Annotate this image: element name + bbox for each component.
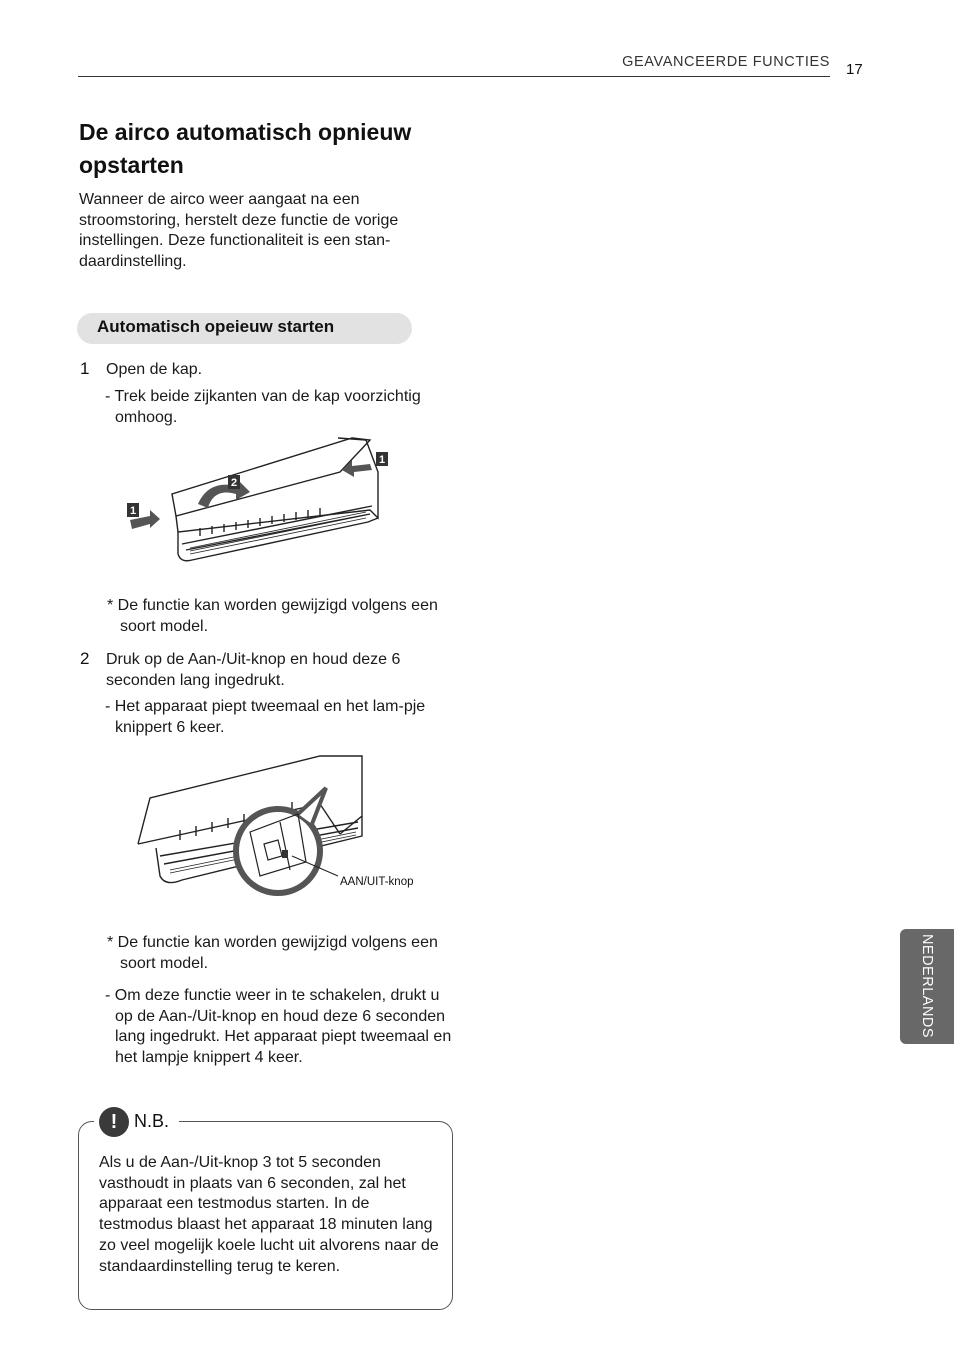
step-2-text: Druk op de Aan-/Uit-knop en houd deze 6 seconden lang ingedrukt. xyxy=(106,651,401,689)
running-header: GEAVANCEERDE FUNCTIES xyxy=(622,54,830,70)
subsection-title: Automatisch opeieuw starten xyxy=(97,317,335,336)
step-1-detail: - Trek beide zijkanten van de kap voorzichtig omhoog. xyxy=(105,388,421,426)
figure1-badge-center: 2 xyxy=(230,477,238,489)
figure-power-button xyxy=(130,752,440,904)
step-1-number: 1 xyxy=(80,359,90,378)
page-title: De airco automatisch opnieuw opstarten xyxy=(79,119,412,178)
figure1-badge-left: 1 xyxy=(129,505,137,517)
exclamation-icon: ! xyxy=(99,1107,129,1137)
page-number: 17 xyxy=(846,61,863,78)
step-1-text: Open de kap. xyxy=(106,361,203,378)
step-2-note: * De functie kan worden gewijzigd volgens een soort model. xyxy=(107,934,438,972)
language-side-label: NEDERLANDS xyxy=(919,933,935,1039)
step-2-number: 2 xyxy=(80,649,90,668)
power-button-callout-label: AAN/UIT-knop xyxy=(340,876,414,888)
step-1-note: * De functie kan worden gewijzigd volgens een soort model. xyxy=(107,597,438,635)
step-2-extra: - Om deze functie weer in te schakelen, drukt u op de Aan-/Uit-knop en houd deze 6 seconden lang ingedrukt. Het apparaat piept tweemaal en het lampje knippert 4 keer. xyxy=(105,987,452,1067)
nb-text: Als u de Aan-/Uit-knop 3 tot 5 seconden vasthoudt in plaats van 6 seconden, zal het apparaat een testmodus starten. In de testmodus blaast het apparaat 18 minuten lang zo veel mogelijk koele lucht uit alvorens naar de standaardinstelling terug te keren. xyxy=(99,1154,439,1275)
intro-paragraph: Wanneer de airco weer aangaat na een stroomstoring, herstelt deze functie de vorige instellingen. Deze functionaliteit is een stan-daardinstelling. xyxy=(79,191,399,271)
nb-label: N.B. xyxy=(134,1111,170,1131)
header-rule xyxy=(78,76,830,77)
step-2-detail: - Het apparaat piept tweemaal en het lam-pje knippert 6 keer. xyxy=(105,698,426,736)
figure-open-cover xyxy=(120,432,390,582)
figure1-badge-right: 1 xyxy=(378,454,386,466)
